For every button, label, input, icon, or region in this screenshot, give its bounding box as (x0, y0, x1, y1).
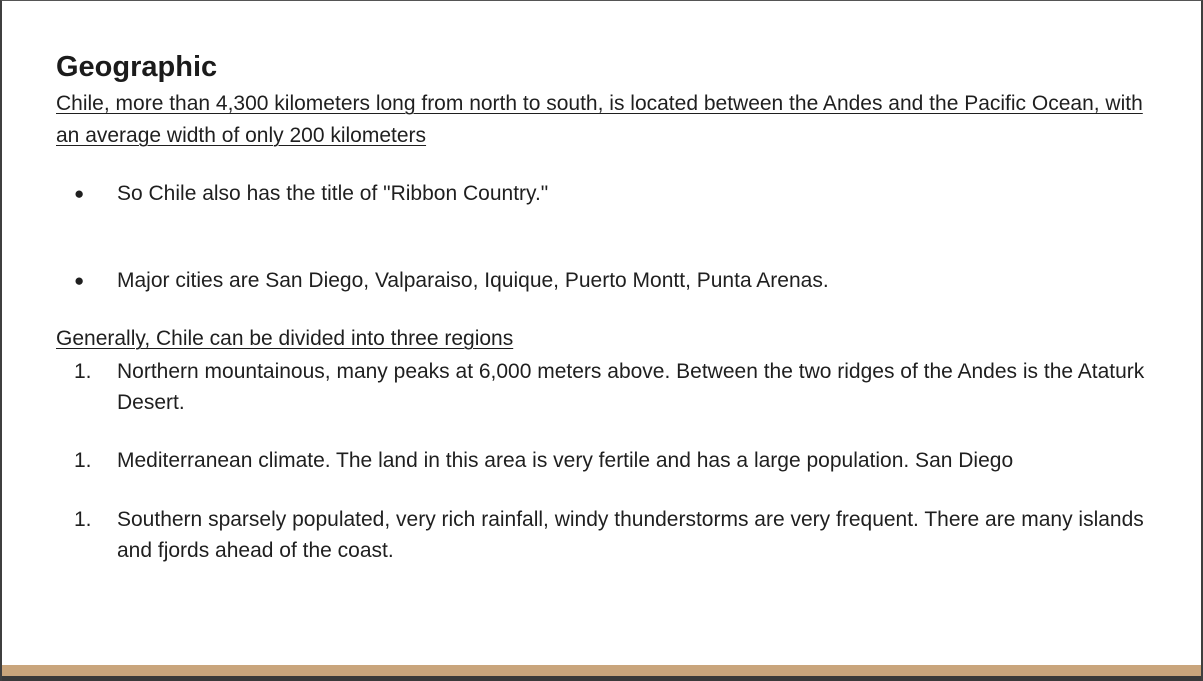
region-item (74, 504, 1164, 566)
region-text: Northern mountainous, many peaks at 6,000 meters above. Between the two ridges of the Andes is the Ataturk Desert. (117, 360, 1145, 414)
intro-paragraph: Chile, more than 4,300 kilometers long from north to south, is located between the Andes and the Pacific Ocean, with an average width of only 200 kilometers (56, 92, 1143, 147)
bullet-marker: ● (74, 184, 85, 203)
region-item (74, 445, 1164, 476)
footer-edge (2, 676, 1201, 681)
region-number: 1. (74, 449, 92, 472)
region-text: Southern sparsely populated, very rich rainfall, windy thunderstorms are very frequent. There are many islands and fjords ahead of the coast. (117, 508, 1144, 562)
footer-accent-band (2, 665, 1201, 676)
region-number: 1. (74, 360, 92, 383)
bullet-text: Major cities are San Diego, Valparaiso, Iquique, Puerto Montt, Punta Arenas. (117, 269, 829, 292)
bullet-marker: ● (74, 271, 85, 290)
bullet-text: So Chile also has the title of "Ribbon Country." (117, 182, 549, 205)
slide-title: Geographic (56, 51, 218, 83)
region-text: Mediterranean climate. The land in this area is very fertile and has a large population. San Diego (117, 449, 1014, 472)
regions-heading: Generally, Chile can be divided into three regions (56, 327, 514, 350)
region-number: 1. (74, 508, 92, 531)
region-item (74, 356, 1164, 418)
